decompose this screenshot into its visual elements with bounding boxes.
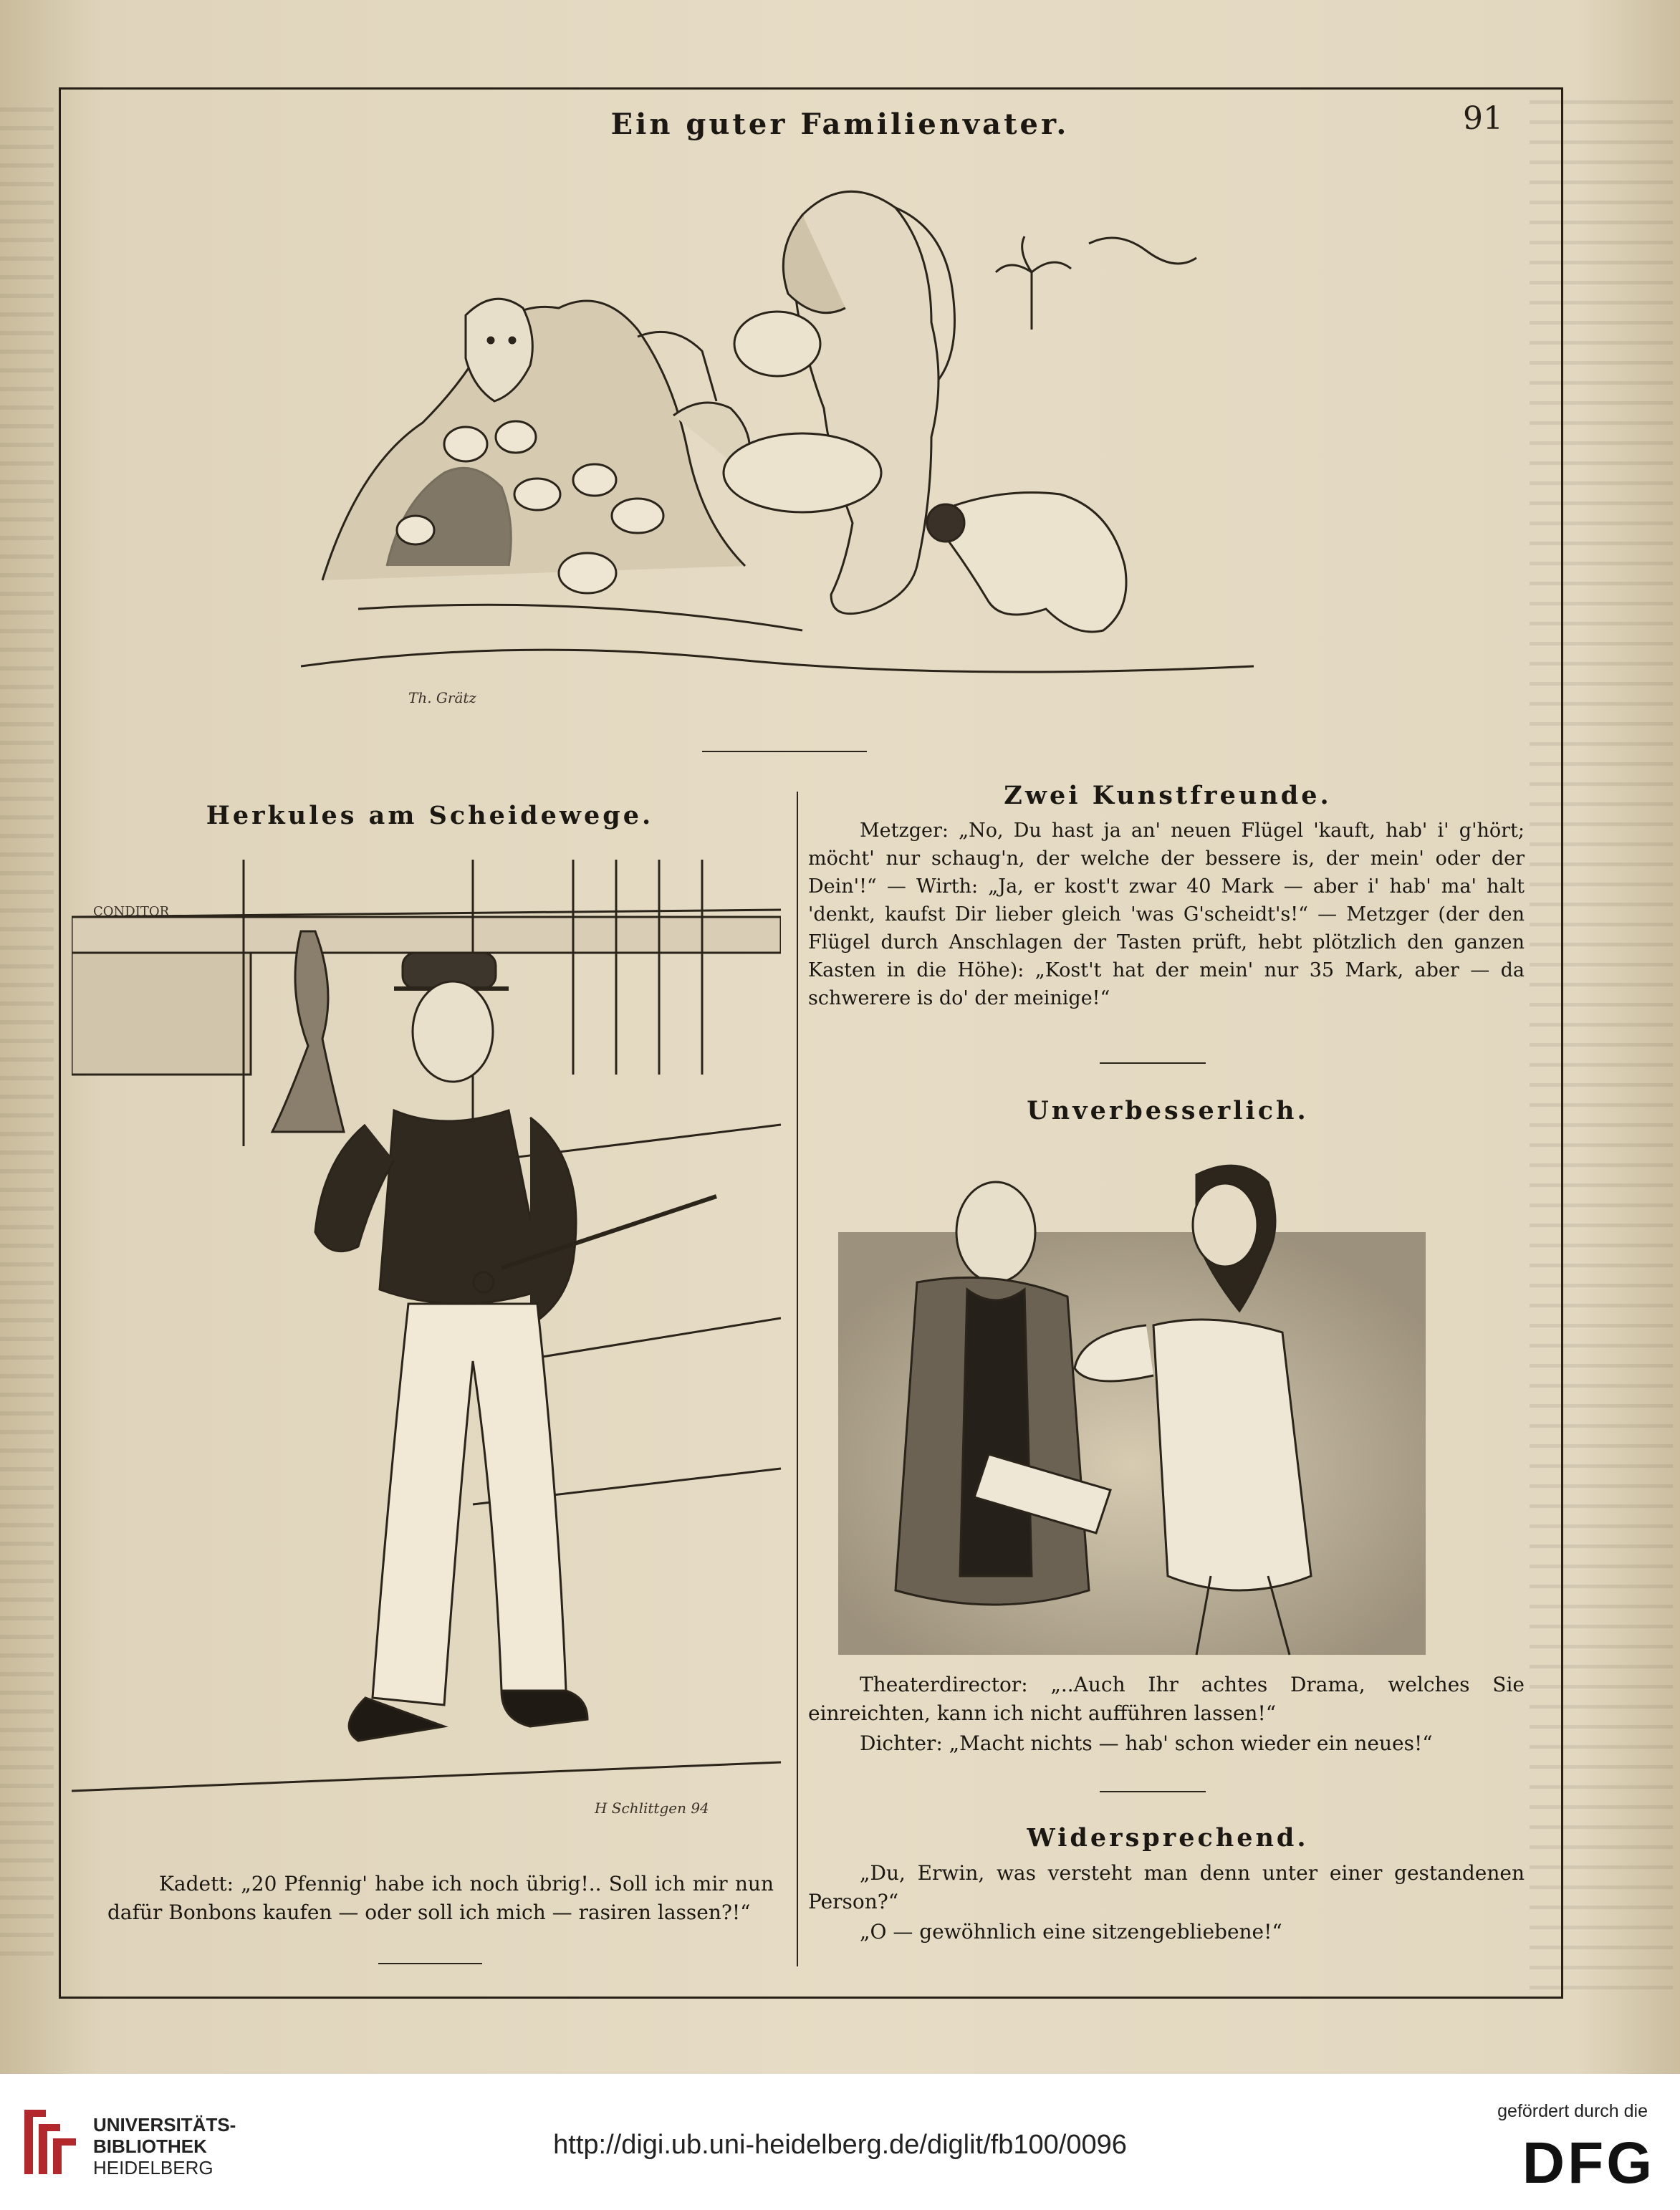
lion-family-illustration <box>301 165 1254 738</box>
bleed-through-left <box>0 107 54 1970</box>
institution-line-3: HEIDELBERG <box>93 2157 213 2178</box>
page-number: 91 <box>1463 100 1503 137</box>
widersprechend-title: Widersprechend. <box>1027 1823 1309 1853</box>
unverbesserlich-illustration <box>810 1146 1440 1662</box>
kunstfreunde-title: Zwei Kunstfreunde. <box>1004 781 1332 810</box>
kunstfreunde-text: Metzger: „No, Du hast ja an' neuen Flügel 'kauft, hab' i' g'hört; möcht' nur schaug'n, der welche der bessere is, der mein' oder der Dein'!“ — Wirth: „Ja, er kost't zwar 40 Mark — aber i' hab' ma' halt 'denkt, kaufst Dir lieber gleich 'was G'scheidt's!“ — Metzger (der den Flügel durch Anschlagen der Tasten prüft, hebt plötzlich den ganzen Kasten in die Höhe): „Kost't hat der mein' nur 35 Mark, aber — da schwerere is do' der meinige!“ <box>808 820 1525 1009</box>
footer-bar <box>0 2074 1680 2210</box>
familienvater-signature: Th. Grätz <box>408 689 476 706</box>
column-divider <box>797 792 798 1966</box>
main-cartoon-title: Ein guter Familienvater. <box>610 107 1070 141</box>
herkules-title: Herkules am Scheidewege. <box>206 801 654 830</box>
herkules-caption: Kadett: „20 Pfennig' habe ich noch übrig!.. Soll ich mir nun dafür Bonbons kaufen — oder soll ich mich — rasiren lassen?!“ <box>107 1872 774 1924</box>
widersprechend-line2: „O — gewöhnlich eine sitzengebliebene!“ <box>860 1920 1282 1944</box>
widersprechend-line1: „Du, Erwin, was versteht man denn unter einer gestandenen Person?“ <box>808 1861 1525 1913</box>
divider-herkules <box>378 1963 482 1964</box>
unverbesserlich-caption-1: Theaterdirector: „..Auch Ihr achtes Drama, welches Sie einreichten, kann ich nicht aufführen lassen!“ <box>808 1673 1525 1725</box>
unverbesserlich-caption-2: Dichter: „Macht nichts — hab' schon wieder ein neues!“ <box>860 1731 1433 1755</box>
source-url-link[interactable]: http://digi.ub.uni-heidelberg.de/diglit/fb100/0096 <box>553 2130 1127 2160</box>
dfg-logo-icon[interactable]: DFG <box>1522 2130 1655 2196</box>
divider-kunstfreunde <box>1100 1062 1206 1064</box>
herkules-shop-sign: CONDITOR <box>93 904 170 919</box>
institution-line-1: UNIVERSITÄTS- <box>93 2114 236 2135</box>
sponsor-text: gefördert durch die <box>1497 2101 1648 2121</box>
unverbesserlich-title: Unverbesserlich. <box>1027 1096 1309 1125</box>
institution-line-2: BIBLIOTHEK <box>93 2135 207 2157</box>
herkules-illustration <box>72 860 781 1855</box>
divider-unverbesserlich <box>1100 1791 1206 1792</box>
herkules-signature: H Schlittgen 94 <box>595 1800 709 1817</box>
divider-top-center <box>702 751 867 752</box>
